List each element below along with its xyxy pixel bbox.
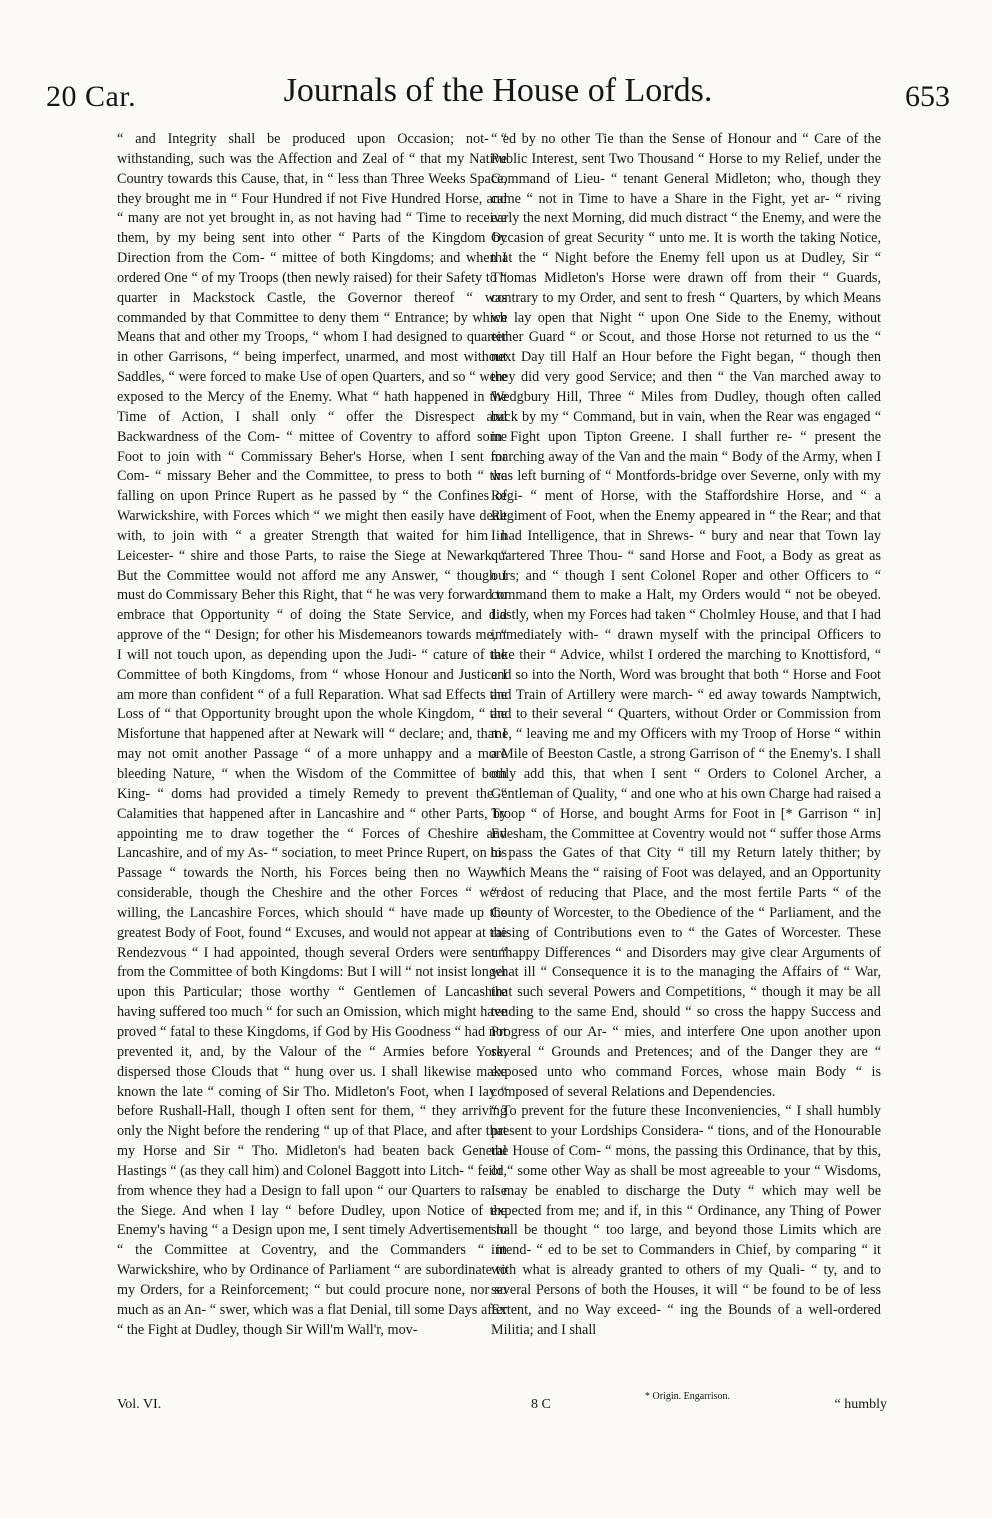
catchword: “ humbly: [834, 1397, 887, 1412]
right-column-paragraph-1: “ ed by no other Tie than the Sense of Honour and “ Care of the Public Interest, sent Two Thousand “ Horse to my Relief, under the Command of Lieu- “ tenant General Midleton; who, though they came “ not in Time to have a Share in the Fight, yet ar- “ riving early the next Morning, did much distract “ the Enemy, and were the Occasion of great Security “ unto me. It is worth the taking Notice, that the “ Night before the Enemy fell upon us at Dudley, Sir “ Thomas Midleton's Horse were drawn off from their “ Guards, contrary to my Order, and sent to fresh “ Quarters, by which Means we lay open that Night “ upon One Side to the Enemy, without either Guard “ or Scout, and those Horse not returned to us the “ next Day till Half an Hour before the Fight began, “ though then they did very good Service; and then “ the Van marched away to Wedgbury Hill, Three “ Miles from Dudley, though often called back by my “ Command, but in vain, when the Rear was engaged “ in Fight upon Tipton Greene. I shall further re- “ present the marching away of the Van and the main “ Body of the Army, when I was left burning of “ Montfords-bridge over Severne, only with my Regi- “ ment of Horse, with the Staffordshire Horse, and “ a Regiment of Foot, when the Enemy appeared in “ the Rear; and that I had Intelligence, that in Shrews- “ bury and near that Town lay quartered Three Thou- “ sand Horse and Foot, a Body as great as ours; and “ though I sent Colonel Roper and other Officers to “ command them to make a Halt, my Orders would “ not be obeyed. Lastly, when my Forces had taken “ Cholmley House, and that I had immediately with- “ drawn myself with the principal Officers to take their “ Advice, whilst I ordered the marching to Knottisford, “ and so into the North, Word was brought that both “ Horse and Foot and Train of Artillery were march- “ ed away towards Namptwich, and to their several “ Quarters, without Order or Commission from me, “ leaving me and my Officers with my Troop of Horse “ within a Mile of Beeston Castle, a strong Garrison of “ the Enemy's. I shall only add this, that when I sent “ Orders to Colonel Archer, a Gentleman of Quality, “ and one who at his own Charge had raised a Troop “ of Horse, and bought Arms for Foot in [* Garrison “ in] Evesham, the Committee at Coventry would not “ suffer those Arms to pass the Gates of that City “ till my Return lately thither; by which Means the “ raising of Foot was delayed, and an Opportunity “ lost of reducing that Place, and the most fertile Parts “ of the County of Worcester, to the Obedience of the “ Parliament, and the raising of Contributions even to “ the Gates of Worcester. These unhappy Differences “ and Disorders may give clear Arguments of what ill “ Consequence it is to the managing the Affairs of “ War, that such several Powers and Competitions, “ though it may be all tending to the same End, should “ so cross the happy Success and Progress of our Ar- “ mies, and interfere One upon another upon several “ Grounds and Pretences; and of the Danger they are “ exposed unto who command Forces, whose main Body “ is composed of several Relations and Dependencies.: [491, 131, 881, 1100]
page-header: [46, 72, 950, 118]
volume-label: Vol. VI.: [117, 1397, 162, 1412]
signature-mark: 8 C: [531, 1397, 551, 1412]
page-footer: [117, 1391, 887, 1423]
page-number: 653: [905, 80, 950, 113]
right-column-paragraph-2: “ To prevent for the future these Inconveniencies, “ I shall humbly present to your Lordships Considera- “ tions, and of the Honourable the House of Com- “ mons, the passing this Ordinance, that by this, or “ some other Way as shall be most agreeable to your “ Wisdoms, I may be enabled to discharge the Duty “ which may well be expected from me; and if, in this “ Ordinance, any Thing of Power shall be thought “ too large, and beyond those Limits which are intend- “ ed to be set to Commanders in Chief, by comparing “ it with what is already granted to others of my Quali- “ ty, and to several Persons of both the Houses, it will “ be found to be of less Extent, and no Way exceed- “ ing the Bounds of a well-ordered Militia; and I shall: [491, 1103, 881, 1338]
regnal-year: 20 Car.: [46, 80, 137, 113]
footnote: * Origin. Engarrison.: [645, 1391, 730, 1402]
right-column: [491, 130, 881, 1340]
left-column-text: “ and Integrity shall be produced upon Occasion; not- “ withstanding, such was the Affection and Zeal of “ that my Native Country towards this Cause, that, in “ less than Three Weeks Space, they brought me in “ Four Hundred if not Five Hundred Horse, and “ many are not yet brought in, as not having had “ Time to receive them, by my being sent into other “ Parts of the Kingdom by Direction from the Com- “ mittee of both Kingdoms; and when I ordered One “ of my Troops (then newly raised) for their Safety to “ quarter in Mackstock Castle, the Governor thereof “ was commanded by that Committee to deny them “ Entrance; by which Means that and other my Troops, “ whom I had designed to quarter in other Garrisons, “ being imperfect, unarmed, and most without Saddles, “ were forced to make Use of open Quarters, and so “ were exposed to the Mercy of the Enemy. What “ hath happened in the Time of Action, I shall only “ offer the Disrespect and Backwardness of the Com- “ mittee of Coventry to afford some Foot to join with “ Commissary Beher's Horse, when I sent for Com- “ missary Beher and the Committee, to press to both “ the falling on upon Prince Rupert as he passed by “ the Confines of Warwickshire, with Forces which “ we might then easily have dealt with, to join with “ a greater Strength that waited for him in Leicester- “ shire and those Parts, to raise the Siege at Newark. “ But the Committee would not afford me any Answer, “ though I must do Commissary Beher this Right, that “ he was very forward to embrace that Opportunity “ of doing the State Service, and did approve of the “ Design; for other his Misdemeanors towards me, “ I will not touch upon, as depending upon the Judi- “ cature of the Committee of both Kingdoms, from “ whose Honour and Justice I am more than confident “ of a full Reparation. What sad Effects the Loss of “ that Opportunity brought upon the whole Kingdom, “ the Misfortune that happened after at Newark will “ declare; and, that I may not omit another Passage “ of a more unhappy and a more bleeding Nature, “ when the Wisdom of the Committee of both King- “ doms had provided a timely Remedy to prevent the “ Calamities that happened after in Lancashire and “ other Parts, by appointing me to draw together the “ Forces of Cheshire and Lancashire, and of my As- “ sociation, to meet Prince Rupert, on his Passage “ towards the North, his Forces being then no Way “ considerable, though the Cheshire and the other Forces “ were willing, the Lancashire Forces, which should “ have made up the greatest Body of Foot, found “ Excuses, and would not appear at the Rendezvous “ I had appointed, though several Orders were sent “ from the Committee of both Kingdoms: But I will “ not insist longer upon this Particular; those worthy “ Gentlemen of Lancashire having suffered too much “ for such an Omission, which might have proved “ fatal to these Kingdoms, if God by His Goodness “ had not prevented it, and, by the Valour of the “ Armies before York, dispersed those Clouds that “ hung over us. I shall likewise make known the late “ coming of Sir Tho. Midleton's Foot, when I lay “ before Rushall-Hall, though I often sent for them, “ they arriving only the Night before the rendering “ up of that Place, and after that my Horse and Sir “ Tho. Midleton's had beaten back General Hastings “ (as they call him) and Colonel Baggott into Litch- “ feild, from whence they had a Design to fall upon “ our Quarters to raise the Siege. And when I lay “ before Dudley, upon Notice of the Enemy's having “ a Design upon me, I sent timely Advertisement to “ the Committee at Coventry, and the Commanders “ in Warwickshire, who by Ordinance of Parliament “ are subordinate to my Orders, for a Reinforcement; “ but could procure none, nor so much as an An- “ swer, which was a flat Denial, till some Days after “ the Fight at Dudley, though Sir Will'm Wall'r, mov-: [117, 131, 507, 1338]
left-column: [117, 130, 507, 1340]
running-title: Journals of the House of Lords.: [283, 72, 713, 109]
